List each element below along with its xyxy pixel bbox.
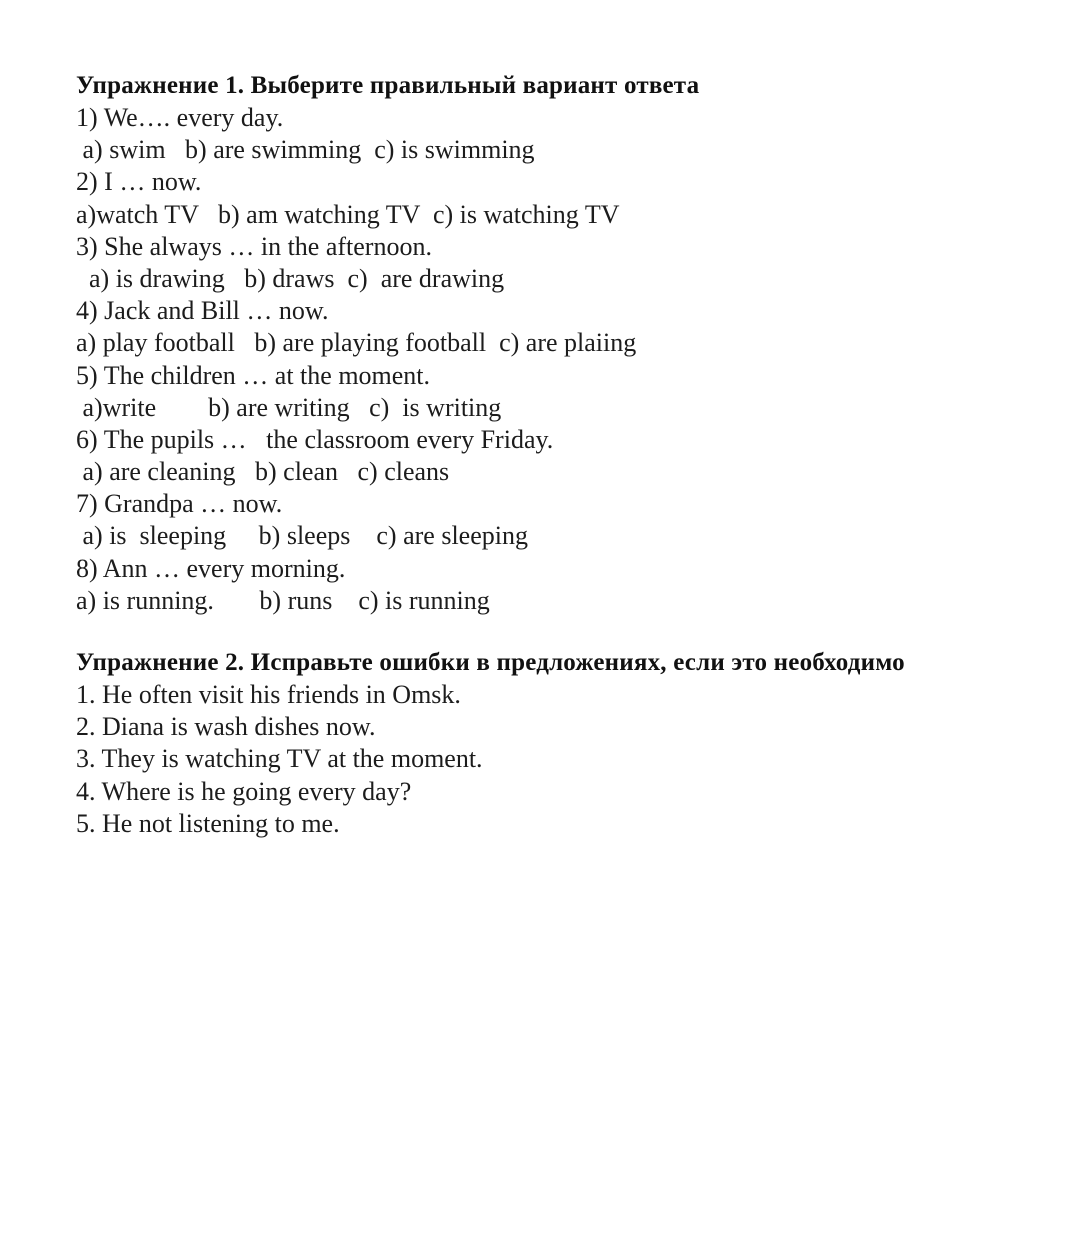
question-3: 3) She always … in the afternoon.	[76, 231, 432, 261]
sentence-1: 1. He often visit his friends in Omsk.	[76, 680, 461, 709]
question-2-options: a)watch TV b) am watching TV c) is watching TV	[76, 199, 620, 229]
question-6-options: a) are cleaning b) clean c) cleans	[76, 457, 450, 487]
sentence-2: 2. Diana is wash dishes now.	[76, 712, 376, 742]
exercise-1	[76, 70, 1056, 617]
question-8: 8) Ann … every morning.	[76, 553, 346, 583]
question-5: 5) The children … at the moment.	[76, 360, 431, 390]
question-7-options: a) is sleeping b) sleeps c) are sleeping	[76, 521, 528, 551]
exercise-2	[76, 647, 1056, 840]
question-5-options: a)write b) are writing c) is writing	[76, 392, 502, 422]
question-3-options: a) is drawing b) draws c) are drawing	[76, 263, 505, 293]
worksheet-page	[76, 70, 1056, 840]
question-2: 2) I … now.	[76, 167, 202, 197]
question-7: 7) Grandpa … now.	[76, 489, 283, 519]
question-1: 1) We…. every day.	[76, 103, 284, 132]
sentence-4: 4. Where is he going every day?	[76, 776, 412, 806]
exercise-1-heading: Упражнение 1. Выберите правильный вариант ответа	[76, 72, 700, 99]
sentence-3: 3. They is watching TV at the moment.	[76, 744, 483, 774]
question-8-options: a) is running. b) runs c) is running	[76, 585, 490, 615]
question-4-options: a) play football b) are playing football c) are plaiing	[76, 328, 637, 358]
question-6: 6) The pupils … the classroom every Friday.	[76, 424, 554, 454]
sentence-5: 5. He not listening to me.	[76, 808, 340, 838]
section-spacer	[76, 617, 1056, 647]
question-1-options: a) swim b) are swimming c) is swimming	[76, 135, 535, 165]
question-4: 4) Jack and Bill … now.	[76, 296, 329, 326]
exercise-2-heading: Упражнение 2. Исправьте ошибки в предложениях, если это необходимо	[76, 649, 905, 676]
